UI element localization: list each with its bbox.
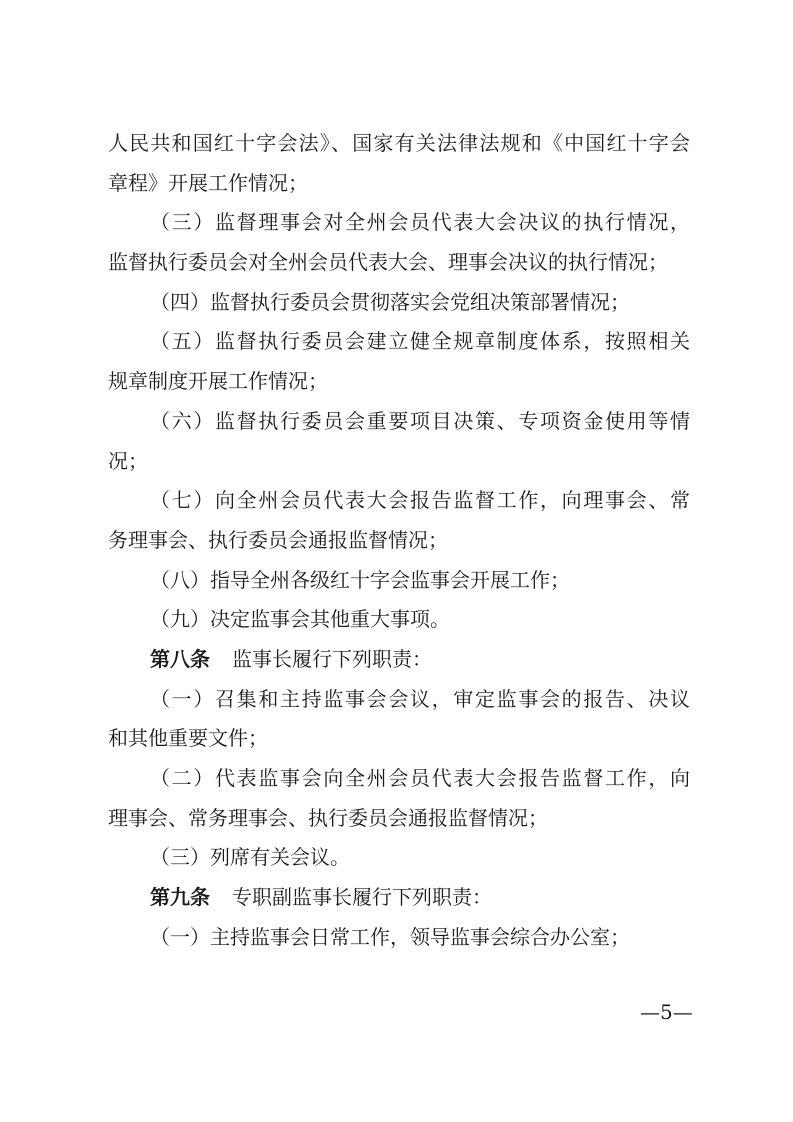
- article-text: 监事长履行下列职责：: [232, 646, 432, 671]
- text-line: （九）决定监事会其他重大事项。: [150, 607, 450, 632]
- text-line: （四）监督执行委员会贯彻落实会党组决策部署情况；: [150, 289, 630, 314]
- text-line: 人民共和国红十字会法》、国家有关法律法规和《中国红十字会: [108, 131, 690, 155]
- page-number: —5—: [640, 1000, 693, 1024]
- text-line: （二）代表监事会向全州会员代表大会报告监督工作，向: [150, 766, 690, 790]
- article-8-line: [108, 640, 690, 680]
- text-line: （五）监督执行委员会建立健全规章制度体系，按照相关: [150, 329, 690, 354]
- article-9-line: [108, 878, 690, 918]
- text-line: 监督执行委员会对全州会员代表大会、理事会决议的执行情况；: [108, 250, 668, 275]
- text-line: 务理事会、执行委员会通报监督情况；: [108, 527, 448, 552]
- article-heading: 第九条: [150, 885, 210, 910]
- text-line: （六）监督执行委员会重要项目决策、专项资金使用等情: [150, 408, 690, 433]
- text-line: 规章制度开展工作情况；: [108, 369, 328, 394]
- text-line: （七）向全州会员代表大会报告监督工作，向理事会、常: [150, 488, 690, 513]
- article-text: 专职副监事长履行下列职责：: [232, 885, 492, 910]
- text-line: 和其他重要文件；: [108, 726, 268, 751]
- text-line: 理事会、常务理事会、执行委员会通报监督情况；: [108, 805, 548, 830]
- text-line: （八）指导全州各级红十字会监事会开展工作；: [150, 567, 570, 592]
- text-line: （一）召集和主持监事会会议，审定监事会的报告、决议: [150, 686, 690, 711]
- article-heading: 第八条: [150, 646, 210, 671]
- text-line: （三）监督理事会对全州会员代表大会决议的执行情况，: [150, 210, 690, 235]
- text-line: 况；: [108, 448, 148, 473]
- document-body: [108, 124, 690, 957]
- text-line: （一）主持监事会日常工作，领导监事会综合办公室；: [150, 924, 630, 949]
- text-line: 章程》开展工作情况；: [108, 170, 308, 195]
- text-line: （三）列席有关会议。: [150, 845, 350, 870]
